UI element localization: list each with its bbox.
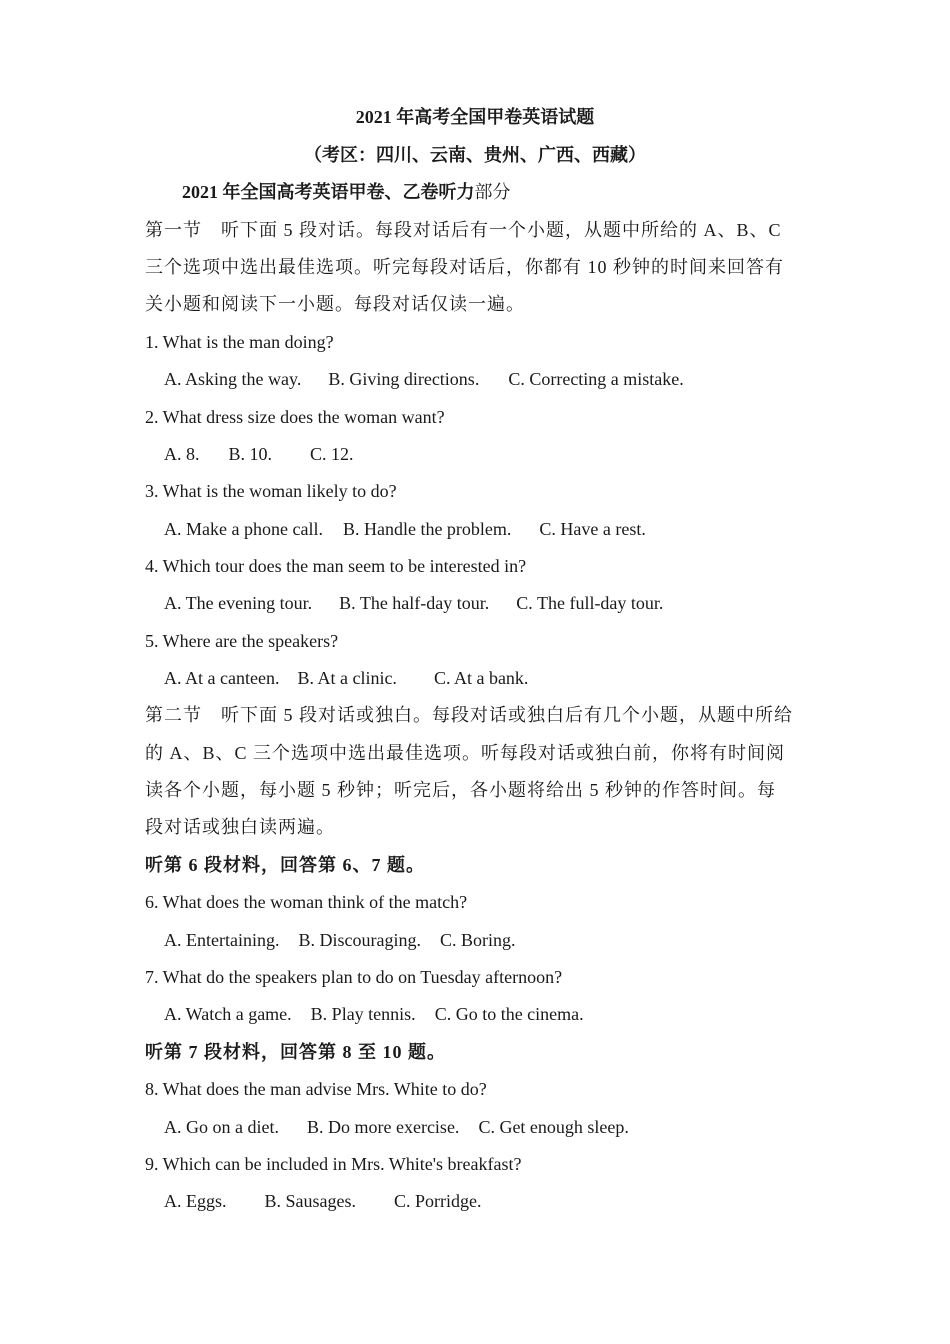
option-c: C. Boring. xyxy=(439,930,516,950)
question-5: 5. Where are the speakers? xyxy=(145,631,339,651)
question-9: 9. Which can be included in Mrs. White's breakfast? xyxy=(145,1154,522,1174)
option-a: A. Make a phone call. xyxy=(164,519,323,539)
option-a: A. The evening tour. xyxy=(164,593,313,613)
section-heading xyxy=(182,179,511,205)
option-c: C. At a bank. xyxy=(433,668,529,688)
question-1-options xyxy=(164,366,684,392)
question-6-options xyxy=(164,927,515,953)
option-b: B. Giving directions. xyxy=(328,369,480,389)
option-c: C. The full-day tour. xyxy=(516,593,664,613)
question-3-options xyxy=(164,516,646,542)
section-heading-bold: 2021 年全国高考英语甲卷、乙卷听力 xyxy=(182,182,475,202)
option-c: C. Have a rest. xyxy=(539,519,646,539)
question-1: 1. What is the man doing? xyxy=(145,332,334,352)
option-a: A. Eggs. xyxy=(164,1191,227,1211)
option-b: B. Play tennis. xyxy=(310,1004,416,1024)
part2-instructions-line-2: 的 A、B、C 三个选项中选出最佳选项。听每段对话或独白前，你将有时间阅 xyxy=(145,743,786,763)
question-7-options xyxy=(164,1001,584,1027)
option-b: B. The half-day tour. xyxy=(339,593,490,613)
question-3: 3. What is the woman likely to do? xyxy=(145,481,397,501)
option-c: C. Correcting a mistake. xyxy=(508,369,684,389)
material-6-heading: 听第 6 段材料，回答第 6、7 题。 xyxy=(145,855,425,875)
option-b: B. At a clinic. xyxy=(297,668,397,688)
option-a: A. Go on a diet. xyxy=(164,1117,279,1137)
option-c: C. Get enough sleep. xyxy=(478,1117,629,1137)
question-8-options xyxy=(164,1114,629,1140)
part1-instructions-line-2: 三个选项中选出最佳选项。听完每段对话后，你都有 10 秒钟的时间来回答有 xyxy=(145,257,784,277)
question-4-options xyxy=(164,590,663,616)
option-c: C. Go to the cinema. xyxy=(434,1004,584,1024)
option-b: B. Sausages. xyxy=(264,1191,356,1211)
option-a: A. 8. xyxy=(164,444,200,464)
option-b: B. 10. xyxy=(228,444,273,464)
option-b: B. Do more exercise. xyxy=(306,1117,460,1137)
question-9-options xyxy=(164,1188,482,1214)
question-5-options xyxy=(164,665,528,691)
option-c: C. Porridge. xyxy=(394,1191,482,1211)
option-c: C. 12. xyxy=(310,444,354,464)
part2-instructions-line-4: 段对话或独白读两遍。 xyxy=(145,817,335,837)
part2-instructions-line-3: 读各个小题，每小题 5 秒钟；听完后，各小题将给出 5 秒钟的作答时间。每 xyxy=(145,780,776,800)
question-7: 7. What do the speakers plan to do on Tuesday afternoon? xyxy=(145,967,563,987)
exam-regions-subtitle: （考区：四川、云南、贵州、广西、西藏） xyxy=(304,145,646,165)
material-7-heading: 听第 7 段材料，回答第 8 至 10 题。 xyxy=(145,1042,446,1062)
part1-instructions-line-3: 关小题和阅读下一小题。每段对话仅读一遍。 xyxy=(145,294,525,314)
part1-instructions-line-1: 第一节 听下面 5 段对话。每段对话后有一个小题，从题中所给的 A、B、C xyxy=(145,220,782,240)
option-a: A. Watch a game. xyxy=(164,1004,292,1024)
option-b: B. Handle the problem. xyxy=(342,519,512,539)
part2-instructions-line-1: 第二节 听下面 5 段对话或独白。每段对话或独白后有几个小题，从题中所给 xyxy=(145,705,793,725)
question-2-options xyxy=(164,441,354,467)
question-2: 2. What dress size does the woman want? xyxy=(145,407,445,427)
page-title: 2021 年高考全国甲卷英语试题 xyxy=(355,107,595,127)
question-6: 6. What does the woman think of the match? xyxy=(145,892,468,912)
option-a: A. Asking the way. xyxy=(164,369,302,389)
option-b: B. Discouraging. xyxy=(298,930,421,950)
question-4: 4. Which tour does the man seem to be interested in? xyxy=(145,556,527,576)
option-a: A. Entertaining. xyxy=(164,930,280,950)
option-a: A. At a canteen. xyxy=(164,668,280,688)
question-8: 8. What does the man advise Mrs. White to do? xyxy=(145,1079,487,1099)
section-heading-normal: 部分 xyxy=(474,182,511,202)
